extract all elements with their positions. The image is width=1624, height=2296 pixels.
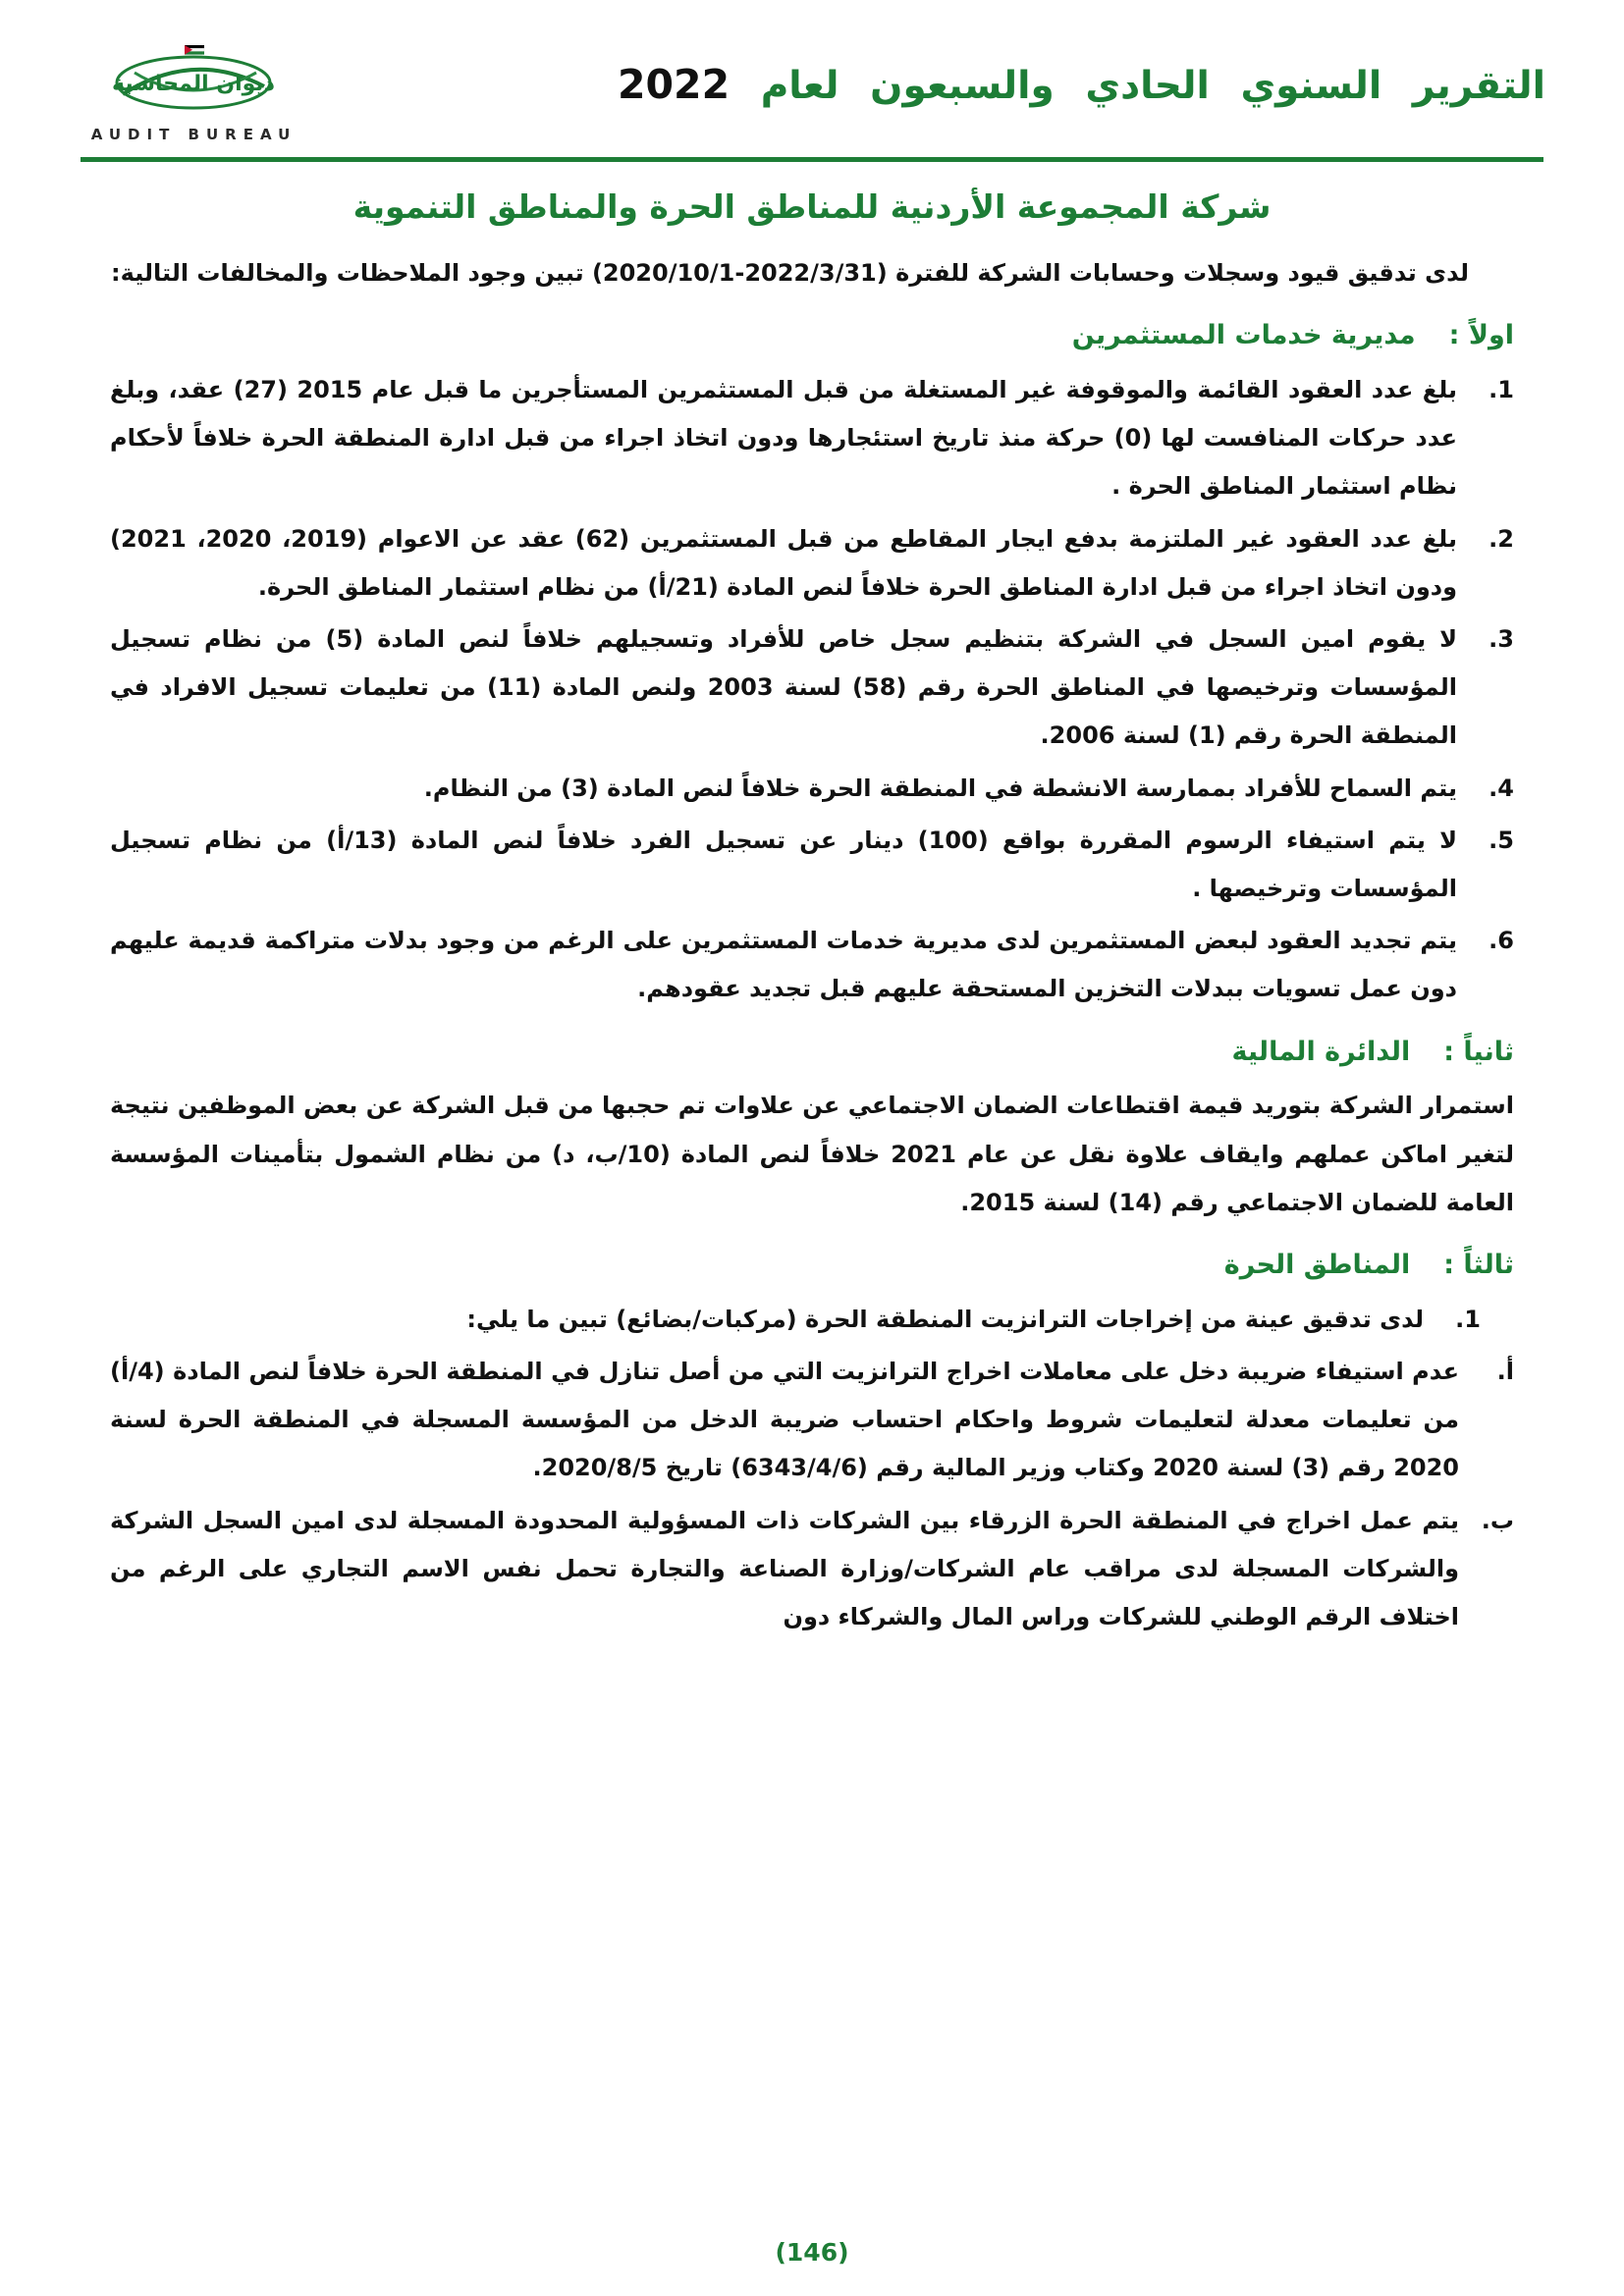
item-text: لا يتم استيفاء الرسوم المقررة بواقع (100) دينار عن تسجيل الفرد خلافاً لنص المادة (13/أ) من نظام تسجيل المؤسسات وترخيصها . (110, 826, 1457, 902)
item-marker: ب. (1481, 1506, 1514, 1534)
item-marker: 2. (1489, 524, 1514, 553)
flag-icon (185, 45, 204, 55)
list-item (110, 917, 1514, 1013)
item-text: لا يقوم امين السجل في الشركة بتنظيم سجل خاص للأفراد وتسجيلهم خلافاً لنص المادة (5) من نظام تسجيل المؤسسات وترخيصها في المناطق الحرة رقم (58) لسنة 2003 ولنص المادة (11) من تعليمات تسجيل الافراد في المنطقة الحرة رقم (1) لسنة 2006. (110, 625, 1458, 750)
item-marker: 1. (1455, 1305, 1481, 1333)
item-marker: 3. (1489, 625, 1514, 654)
audit-bureau-emblem-icon (83, 43, 304, 120)
item-text: عدم استيفاء ضريبة دخل على معاملات اخراج الترانزيت التي من أصل تنازل في المنطقة الحرة خلافاً لنص المادة (4/أ) من تعليمات معدلة لتعليمات شروط واحكام احتساب ضريبة الدخل من المؤسسة المسجلة في المنطقة الحرة لسنة 2020 رقم (3) لسنة 2020 وكتاب وزير المالية رقم (6343/4/6) تاريخ 2020/8/5. (110, 1358, 1459, 1482)
report-title (304, 43, 1545, 108)
section-3-heading (110, 1243, 1514, 1288)
list-item (110, 615, 1514, 761)
report-title-text: التقرير السنوي الحادي والسبعون لعام (760, 64, 1545, 108)
document-body (0, 226, 1624, 1641)
item-text: يتم السماح للأفراد بممارسة الانشطة في المنطقة الحرة خلافاً لنص المادة (3) من النظام. (423, 774, 1457, 802)
item-text: لدى تدقيق عينة من إخراجات الترانزيت المنطقة الحرة (مركبات/بضائع) تبين ما يلي: (466, 1305, 1424, 1333)
list-item (110, 1296, 1481, 1344)
list-item (110, 515, 1514, 612)
section-1-title: مديرية خدمات المستثمرين (1071, 320, 1416, 351)
section-2-heading (110, 1030, 1514, 1075)
list-item (110, 1348, 1514, 1493)
section-2-paragraph: استمرار الشركة بتوريد قيمة اقتطاعات الضمان الاجتماعي عن علاوات تم حجبها من قبل الشركة عن بعض الموظفين نتيجة لتغير اماكن عملهم وايقاف علاوة نقل عن عام 2021 خلافاً لنص المادة (10/ب، د) من نظام الشمول بتأمينات المؤسسة العامة للضمان الاجتماعي رقم (14) لسنة 2015. (110, 1092, 1514, 1216)
section-3-title: المناطق الحرة (1223, 1249, 1411, 1280)
report-title-year: 2022 (617, 61, 731, 108)
item-marker: 1. (1489, 376, 1514, 404)
item-marker: أ. (1496, 1358, 1514, 1386)
list-item (110, 366, 1514, 511)
list-item (110, 1497, 1514, 1642)
section-2-title: الدائرة المالية (1231, 1036, 1411, 1067)
item-marker: 6. (1489, 927, 1514, 955)
list-item (110, 817, 1514, 913)
page-number: (146) (775, 2238, 849, 2267)
section-2-number: ثانياً : (1443, 1036, 1514, 1067)
item-text: بلغ عدد العقود القائمة والموقوفة غير المستغلة من قبل المستثمرين المستأجرين ما قبل عام 2015 (27) عقد، وبلغ عدد حركات المنافست لها (0) حركة منذ تاريخ استئجارها ودون اتخاذ اجراء من قبل ادارة المنطقة الحرة خلافاً لأحكام نظام استثمار المناطق الحرة . (110, 376, 1457, 501)
list-item (110, 765, 1514, 813)
logo-arabic-name: ديوان المحاسبة (112, 72, 275, 96)
item-marker: 4. (1489, 774, 1514, 802)
section-1-number: اولاً : (1448, 320, 1514, 351)
document-title: شركة المجموعة الأردنية للمناطق الحرة والمناطق التنموية (352, 187, 1272, 226)
item-text: بلغ عدد العقود غير الملتزمة بدفع ايجار المقاطع من قبل المستثمرين (62) عقد عن الاعوام (2019، 2020، 2021) ودون اتخاذ اجراء من قبل ادارة المناطق الحرة خلافاً لنص المادة (21/أ) من نظام استثمار المناطق الحرة. (110, 524, 1457, 601)
page-header (0, 43, 1624, 143)
section-1-heading (110, 313, 1514, 358)
header-divider (81, 157, 1543, 162)
logo-english-name: AUDIT BUREAU (90, 126, 298, 143)
item-marker: 5. (1489, 826, 1514, 854)
audit-bureau-logo (83, 43, 304, 143)
item-text: يتم تجديد العقود لبعض المستثمرين لدى مديرية خدمات المستثمرين على الرغم من وجود بدلات متراكمة قديمة عليهم دون عمل تسويات ببدلات التخزين المستحقة عليهم قبل تجديد عقودهم. (110, 927, 1457, 1003)
section-3-number: ثالثاً : (1443, 1249, 1514, 1280)
item-text: يتم عمل اخراج في المنطقة الحرة الزرقاء بين الشركات ذات المسؤولية المحدودة المسجلة لدى امين السجل الشركة والشركات المسجلة لدى مراقب عام الشركات/وزارة الصناعة والتجارة تحمل نفس الاسم التجاري على الرغم من اختلاف الرقم الوطني للشركات وراس المال والشركاء دون (110, 1506, 1459, 1630)
intro-paragraph: لدى تدقيق قيود وسجلات وحسابات الشركة للفترة (2022/3/31-2020/10/1) تبين وجود الملاحظات والمخالفات التالية: (111, 259, 1469, 287)
